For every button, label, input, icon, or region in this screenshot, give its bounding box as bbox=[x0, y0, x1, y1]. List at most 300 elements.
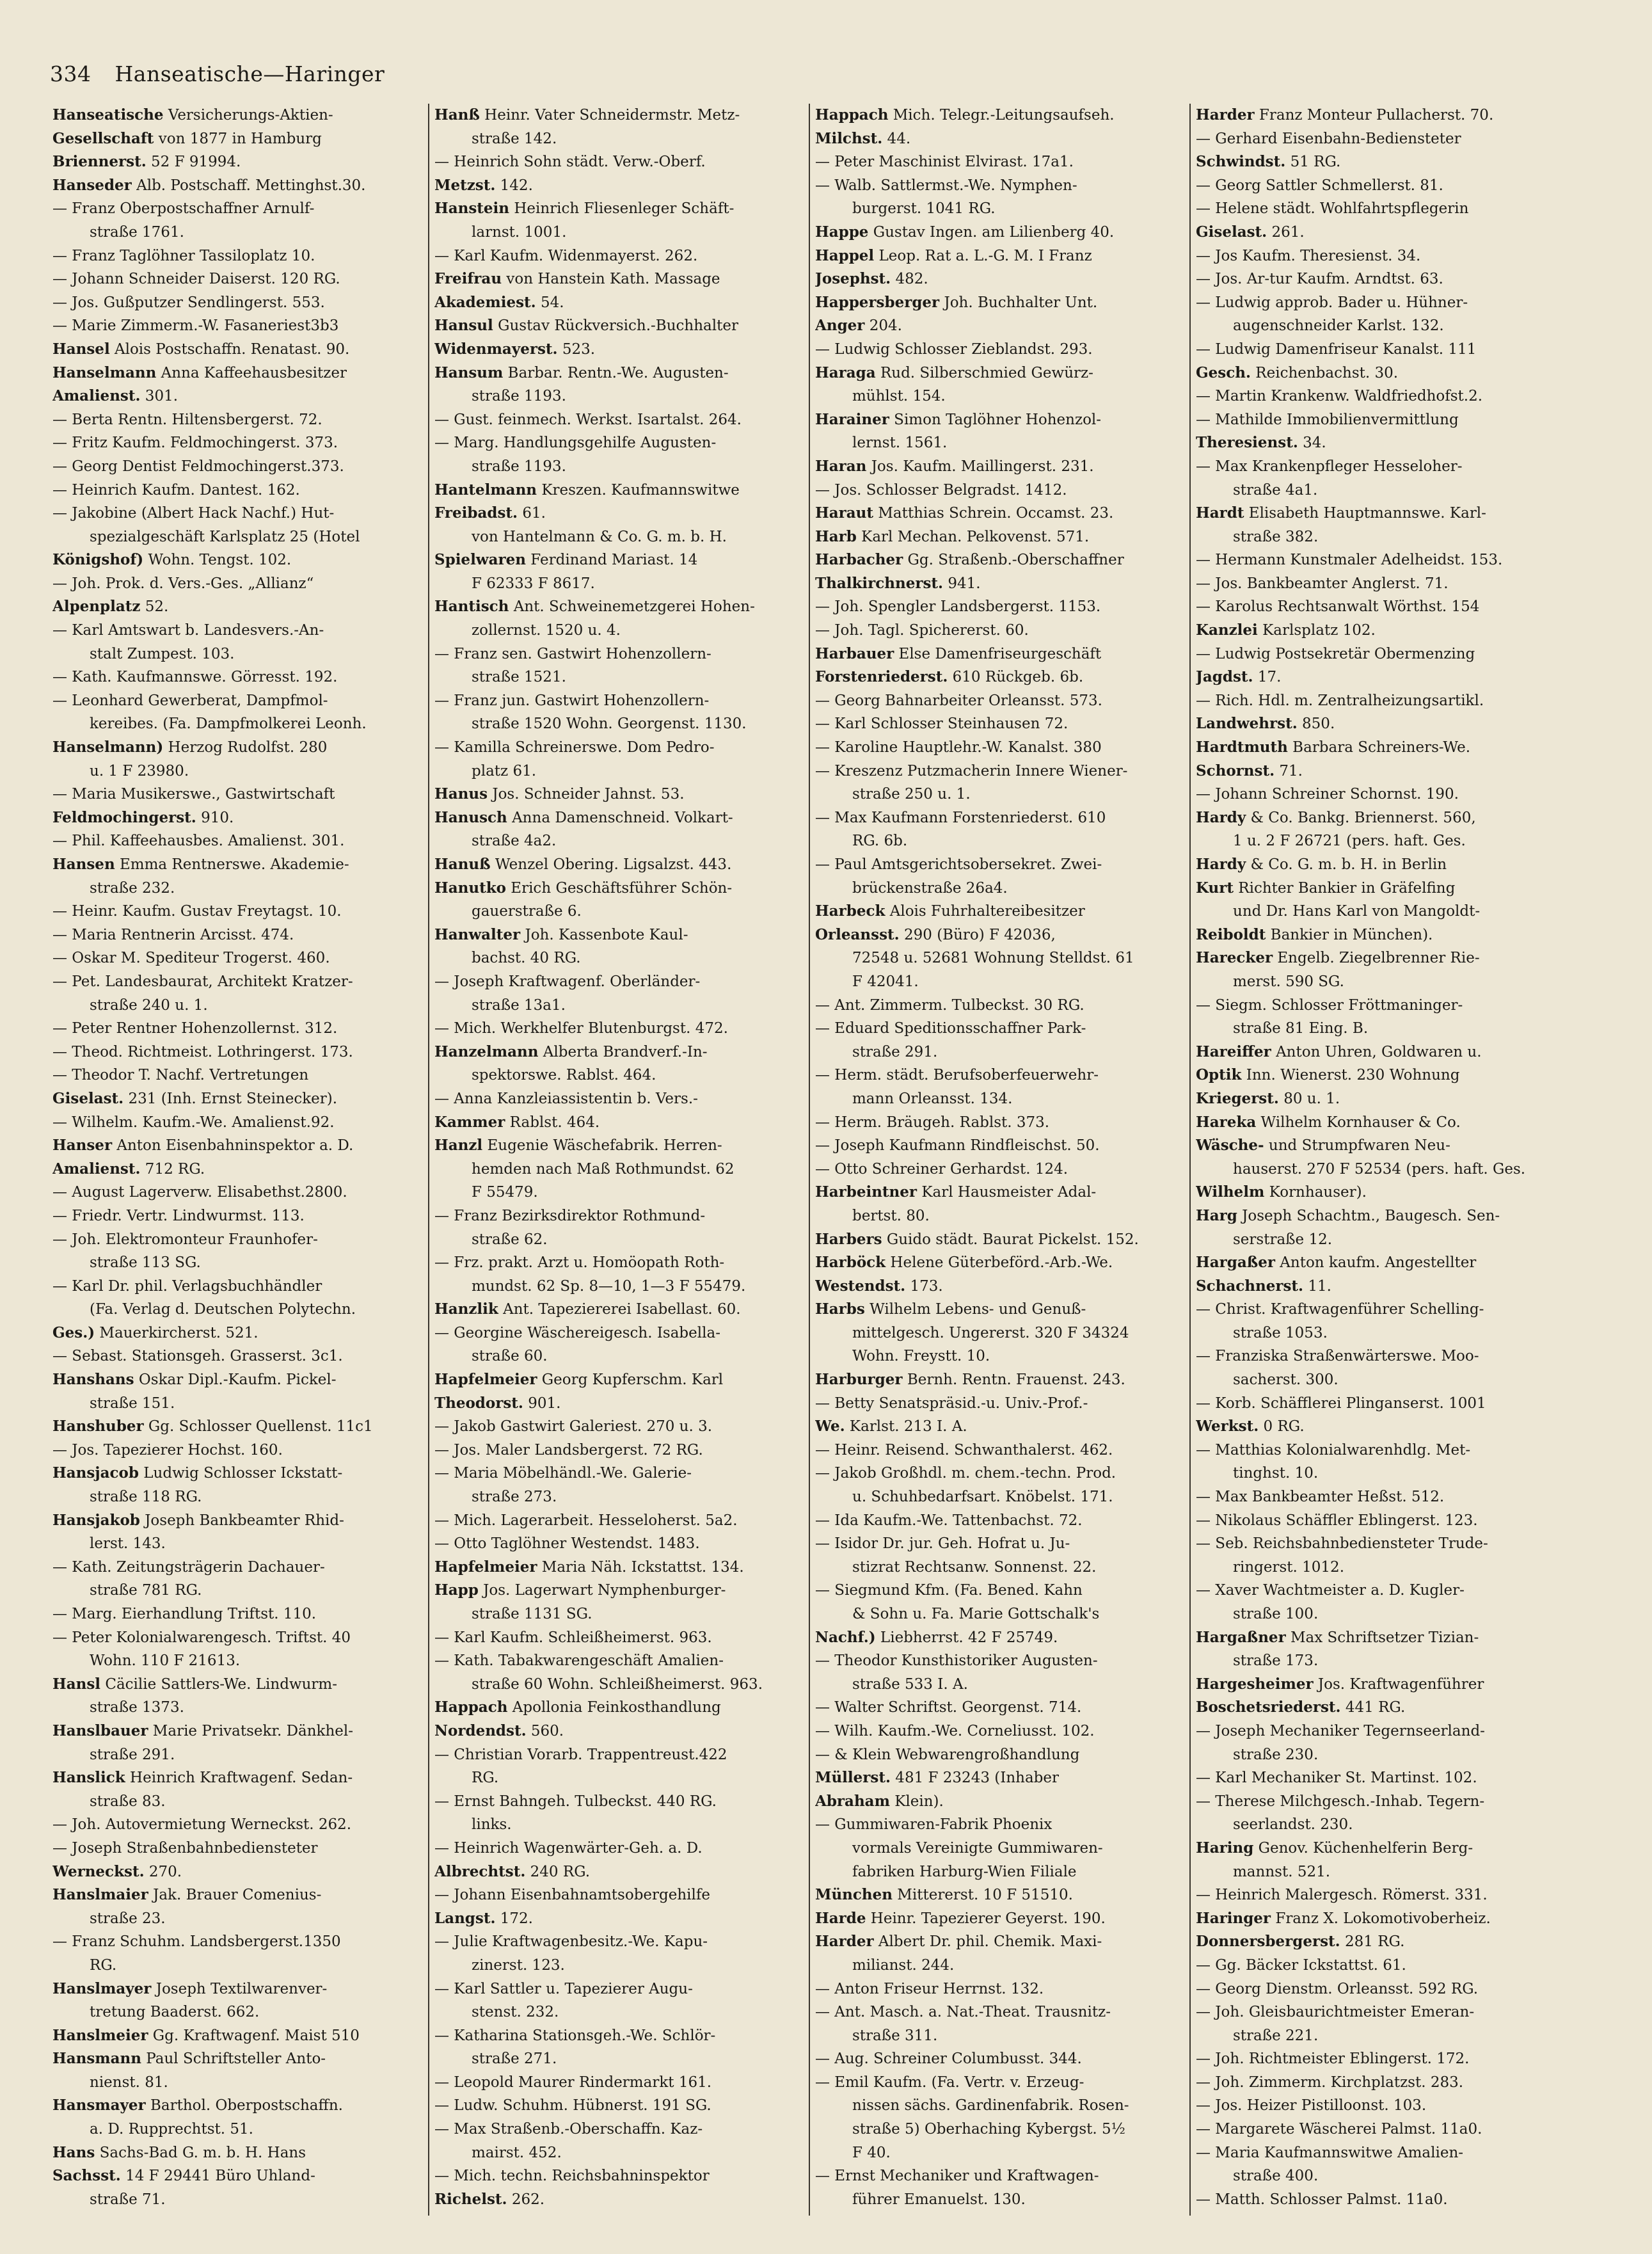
entry-text: Wohn. Freystt. 10. bbox=[852, 1348, 990, 1365]
entry-text: Giselast. 261. bbox=[1196, 223, 1305, 241]
directory-entry-line bbox=[1196, 2047, 1565, 2071]
entry-text: — Jakob Großhdl. m. chem.-techn. Prod. bbox=[815, 1465, 1116, 1482]
entry-text: RG. bbox=[472, 1770, 499, 1787]
directory-entry-line bbox=[1196, 1978, 1565, 2001]
entry-text: Harder Franz Monteur Pullacherst. 70. bbox=[1196, 106, 1494, 124]
directory-entry-line bbox=[52, 2024, 423, 2048]
directory-entry-line bbox=[434, 900, 804, 923]
directory-entry-line bbox=[815, 1907, 1184, 1931]
directory-entry-line bbox=[434, 1415, 804, 1439]
directory-entry-line bbox=[52, 1275, 423, 1299]
entry-text: straße 60. bbox=[472, 1348, 548, 1365]
directory-entry-line bbox=[815, 1883, 1184, 1907]
entry-text: — Gust. feinmech. Werkst. Isartalst. 264. bbox=[434, 411, 742, 428]
entry-text: Schachnerst. 11. bbox=[1196, 1277, 1331, 1295]
directory-entry-line bbox=[52, 268, 423, 291]
entry-text: — Otto Schreiner Gerhardst. 124. bbox=[815, 1160, 1068, 1178]
entry-text: — Heinr. Reisend. Schwanthalerst. 462. bbox=[815, 1441, 1113, 1459]
entry-text: hauserst. 270 F 52534 (pers. haft. Ges. bbox=[1233, 1160, 1526, 1178]
directory-entry-line bbox=[52, 619, 423, 643]
directory-entry-line bbox=[1196, 2188, 1565, 2212]
directory-entry-line bbox=[52, 2164, 423, 2188]
entry-text: nienst. 81. bbox=[90, 2074, 168, 2091]
entry-text: fabriken Harburg-Wien Filiale bbox=[852, 1863, 1077, 1880]
entry-text: straße 271. bbox=[472, 2050, 557, 2068]
directory-entry-line bbox=[1196, 1532, 1565, 1556]
directory-entry-line bbox=[52, 1860, 423, 1884]
directory-entry-line bbox=[434, 970, 804, 994]
directory-entry-line bbox=[52, 150, 423, 174]
entry-text: — Fritz Kaufm. Feldmochingerst. 373. bbox=[52, 435, 338, 452]
directory-entry-line bbox=[815, 1298, 1184, 1322]
directory-entry-line bbox=[1196, 1907, 1565, 1931]
entry-text: Ges.) Mauerkircherst. 521. bbox=[52, 1323, 258, 1341]
directory-entry-line bbox=[434, 1649, 804, 1673]
entry-text: Schornst. 71. bbox=[1196, 762, 1303, 779]
directory-entry-line bbox=[434, 1251, 804, 1275]
directory-entry-line bbox=[1196, 619, 1565, 643]
directory-entry-line bbox=[52, 408, 423, 432]
directory-entry-line bbox=[52, 1111, 423, 1135]
directory-entry-line bbox=[434, 408, 804, 432]
entry-text: — Maria Rentnerin Arcisst. 474. bbox=[52, 926, 294, 943]
entry-text: Anger 204. bbox=[815, 317, 902, 335]
directory-entry-line bbox=[52, 1837, 423, 1860]
entry-text: Hansmayer Barthol. Oberpostschaffn. bbox=[52, 2097, 343, 2114]
directory-entry-line bbox=[815, 1509, 1184, 1533]
directory-entry-line bbox=[1196, 853, 1565, 877]
directory-entry-line bbox=[434, 947, 804, 970]
directory-entry-line bbox=[52, 1954, 423, 1978]
directory-entry-line bbox=[434, 197, 804, 221]
entry-text: Hanwalter Joh. Kassenbote Kaul- bbox=[434, 925, 688, 943]
directory-entry-line bbox=[434, 385, 804, 408]
directory-entry-line bbox=[434, 1298, 804, 1322]
entry-text: straße 4a2. bbox=[472, 833, 557, 850]
directory-entry-line bbox=[434, 1087, 804, 1111]
entry-text: — Walb. Sattlermst.-We. Nymphen- bbox=[815, 177, 1077, 194]
directory-entry-line bbox=[434, 2118, 804, 2141]
directory-entry-line bbox=[815, 150, 1184, 174]
directory-entry-line bbox=[1196, 666, 1565, 689]
entry-text: Gesellschaft von 1877 in Hamburg bbox=[52, 129, 322, 147]
entry-text: — Maria Musikerswe., Gastwirtschaft bbox=[52, 786, 335, 803]
directory-entry-line bbox=[1196, 900, 1565, 923]
entry-text: straße 151. bbox=[90, 1395, 175, 1412]
entry-text: — Oskar M. Spediteur Trogerst. 460. bbox=[52, 950, 330, 967]
entry-text: u. 1 F 23980. bbox=[90, 762, 189, 779]
directory-entry-line bbox=[434, 2188, 804, 2212]
directory-entry-line bbox=[52, 1743, 423, 1767]
entry-text: RG. 6b. bbox=[852, 833, 908, 850]
entry-text: — Max Straßenb.-Oberschaffn. Kaz- bbox=[434, 2121, 703, 2138]
directory-entry-line bbox=[52, 2118, 423, 2141]
entry-text: Hanselmann Anna Kaffeehausbesitzer bbox=[52, 364, 347, 381]
entry-text: Harbauer Else Damenfriseurgeschäft bbox=[815, 644, 1102, 662]
directory-entry-line bbox=[52, 1251, 423, 1275]
entry-text: straße 118 RG. bbox=[90, 1489, 202, 1506]
entry-text: — Wilh. Kaufm.-We. Corneliusst. 102. bbox=[815, 1722, 1095, 1739]
entry-text: — Heinr. Kaufm. Gustav Freytagst. 10. bbox=[52, 903, 342, 920]
directory-entry-line bbox=[52, 712, 423, 736]
directory-entry-line bbox=[52, 362, 423, 385]
directory-entry-line bbox=[434, 1509, 804, 1533]
entry-text: Feldmochingerst. 910. bbox=[52, 808, 234, 826]
entry-text: — Joseph Straßenbahnbediensteter bbox=[52, 1839, 318, 1857]
entry-text: mann Orleansst. 134. bbox=[852, 1090, 1013, 1107]
directory-entry-line bbox=[52, 1462, 423, 1485]
entry-text: mittelgesch. Ungererst. 320 F 34324 bbox=[852, 1324, 1129, 1341]
directory-entry-line bbox=[434, 127, 804, 151]
entry-text: Giselast. 231 (Inh. Ernst Steinecker). bbox=[52, 1089, 338, 1107]
directory-entry-line bbox=[815, 1603, 1184, 1626]
entry-text: zollernst. 1520 u. 4. bbox=[472, 622, 621, 639]
entry-text: — Kreszenz Putzmacherin Innere Wiener- bbox=[815, 762, 1128, 779]
directory-entry-line bbox=[815, 197, 1184, 221]
directory-entry-line bbox=[1196, 502, 1565, 525]
directory-entry-line bbox=[434, 1883, 804, 1907]
directory-entry-line bbox=[434, 525, 804, 549]
directory-entry-line bbox=[1196, 947, 1565, 970]
entry-text: & Sohn u. Fa. Marie Gottschalk's bbox=[852, 1606, 1100, 1622]
directory-entry-line bbox=[1196, 923, 1565, 947]
directory-entry-line bbox=[1196, 2094, 1565, 2118]
directory-entry-line bbox=[815, 572, 1184, 596]
directory-entry-line bbox=[1196, 1883, 1565, 1907]
directory-entry-line bbox=[52, 1720, 423, 1743]
directory-entry-line bbox=[1196, 1556, 1565, 1579]
entry-text: — Theodor Kunsthistoriker Augusten- bbox=[815, 1652, 1098, 1670]
entry-text: — Rich. Hdl. m. Zentralheizungsartikl. bbox=[1196, 692, 1484, 709]
entry-text: mannst. 521. bbox=[1233, 1863, 1331, 1880]
directory-entry-line bbox=[434, 2071, 804, 2095]
directory-entry-line bbox=[1196, 1462, 1565, 1485]
entry-text: Hardt Elisabeth Hauptmannswe. Karl- bbox=[1196, 504, 1486, 522]
directory-entry-line bbox=[815, 174, 1184, 198]
entry-text: vormals Vereinigte Gummiwaren- bbox=[852, 1839, 1103, 1857]
entry-text: Haringer Franz X. Lokomotivoberheiz. bbox=[1196, 1909, 1491, 1927]
entry-text: — Berta Rentn. Hiltensbergerst. 72. bbox=[52, 411, 322, 428]
entry-text: Boschetsriederst. 441 RG. bbox=[1196, 1698, 1406, 1716]
entry-text: Hanus Jos. Schneider Jahnst. 53. bbox=[434, 785, 685, 803]
entry-text: Harbers Guido städt. Baurat Pickelst. 152. bbox=[815, 1230, 1139, 1248]
entry-text: Happersberger Joh. Buchhalter Unt. bbox=[815, 293, 1098, 311]
entry-text: — Ant. Zimmerm. Tulbeckst. 30 RG. bbox=[815, 996, 1084, 1014]
directory-entry-line bbox=[434, 1204, 804, 1228]
entry-text: 1 u. 2 F 26721 (pers. haft. Ges. bbox=[1233, 833, 1466, 850]
directory-entry-line bbox=[52, 197, 423, 221]
directory-entry-line bbox=[1196, 970, 1565, 994]
entry-text: Hanutko Erich Geschäftsführer Schön- bbox=[434, 879, 733, 897]
entry-text: straße 382. bbox=[1233, 528, 1319, 545]
directory-entry-line bbox=[434, 2047, 804, 2071]
directory-entry-line bbox=[815, 1696, 1184, 1720]
entry-text: Harbacher Gg. Straßenb.-Oberschaffner bbox=[815, 551, 1124, 569]
directory-entry-line bbox=[52, 1579, 423, 1603]
directory-entry-line bbox=[52, 244, 423, 268]
entry-text: — Mathilde Immobilienvermittlung bbox=[1196, 411, 1459, 428]
entry-text: Hanser Anton Eisenbahninspektor a. D. bbox=[52, 1137, 354, 1155]
directory-entry-line bbox=[52, 1204, 423, 1228]
directory-entry-line bbox=[434, 1696, 804, 1720]
entry-text: — Aug. Schreiner Columbusst. 344. bbox=[815, 2050, 1082, 2068]
directory-entry-line bbox=[434, 174, 804, 198]
entry-text: larnst. 1001. bbox=[472, 223, 567, 241]
entry-text: straße 400. bbox=[1233, 2168, 1319, 2185]
entry-text: — Frz. prakt. Arzt u. Homöopath Roth- bbox=[434, 1254, 725, 1272]
entry-text: — Betty Senatspräsid.-u. Univ.-Prof.- bbox=[815, 1395, 1088, 1412]
entry-text: Hardy & Co. Bankg. Briennerst. 560, bbox=[1196, 808, 1476, 826]
directory-entry-line bbox=[1196, 1626, 1565, 1650]
entry-text: kereibes. (Fa. Dampfmolkerei Leonh. bbox=[90, 715, 367, 733]
directory-entry-line bbox=[52, 525, 423, 549]
entry-text: Milchst. 44. bbox=[815, 129, 911, 147]
directory-entry-line bbox=[1196, 104, 1565, 127]
directory-entry-line bbox=[815, 2164, 1184, 2188]
directory-entry-line bbox=[1196, 1322, 1565, 1345]
entry-text: — Mich. Lagerarbeit. Hesseloherst. 5a2. bbox=[434, 1512, 738, 1529]
directory-entry-line bbox=[52, 1439, 423, 1462]
directory-entry-line bbox=[815, 1813, 1184, 1837]
entry-text: Wäsche- und Strumpfwaren Neu- bbox=[1196, 1137, 1450, 1155]
entry-text: seerlandst. 230. bbox=[1233, 1816, 1353, 1834]
directory-entry-line bbox=[434, 314, 804, 338]
entry-text: — Jos. Heizer Pistilloonst. 103. bbox=[1196, 2097, 1427, 2114]
directory-entry-line bbox=[434, 877, 804, 900]
entry-text: straße 142. bbox=[472, 130, 557, 147]
entry-text: spezialgeschäft Karlsplatz 25 (Hotel bbox=[90, 528, 360, 545]
entry-text: Abraham Klein). bbox=[815, 1792, 944, 1810]
entry-text: Josephst. 482. bbox=[815, 270, 928, 288]
directory-entry-line bbox=[434, 1111, 804, 1135]
directory-entry-line bbox=[52, 1649, 423, 1673]
directory-entry-line bbox=[52, 1978, 423, 2001]
entry-text: tinghst. 10. bbox=[1233, 1465, 1319, 1482]
directory-entry-line bbox=[434, 994, 804, 1018]
entry-text: — Johann Schreiner Schornst. 190. bbox=[1196, 786, 1459, 803]
entry-text: — Gg. Bäcker Ickstattst. 61. bbox=[1196, 1956, 1406, 1974]
entry-text: — Gummiwaren-Fabrik Phoenix bbox=[815, 1816, 1052, 1834]
directory-entry-line bbox=[434, 221, 804, 244]
directory-entry-line bbox=[434, 1368, 804, 1392]
directory-entry-line bbox=[1196, 1228, 1565, 1252]
directory-entry-line bbox=[434, 643, 804, 666]
directory-entry-line bbox=[52, 1766, 423, 1790]
directory-entry-line bbox=[815, 1556, 1184, 1579]
entry-text: burgerst. 1041 RG. bbox=[852, 200, 996, 218]
directory-entry-line bbox=[815, 408, 1184, 432]
entry-text: — Joh. Prok. d. Vers.-Ges. „Allianz“ bbox=[52, 575, 314, 592]
entry-text: — Kath. Zeitungsträgerin Dachauer- bbox=[52, 1558, 325, 1576]
entry-text: — Joh. Elektromonteur Fraunhofer- bbox=[52, 1231, 318, 1248]
entry-text: Happel Leop. Rat a. L.-G. M. I Franz bbox=[815, 246, 1092, 264]
directory-entry-line bbox=[52, 923, 423, 947]
entry-text: — Theodor T. Nachf. Vertretungen bbox=[52, 1067, 309, 1084]
entry-text: — Walter Schriftst. Georgenst. 714. bbox=[815, 1699, 1082, 1716]
directory-entry-line bbox=[815, 2047, 1184, 2071]
directory-entry-line bbox=[1196, 1087, 1565, 1111]
directory-entry-line bbox=[1196, 1860, 1565, 1884]
entry-text: Hansel Alois Postschaffn. Renatast. 90. bbox=[52, 340, 350, 358]
entry-text: Hanseder Alb. Postschaff. Mettinghst.30. bbox=[52, 176, 366, 194]
directory-entry-line bbox=[1196, 1064, 1565, 1087]
entry-text: — Johann Eisenbahnamtsobergehilfe bbox=[434, 1887, 711, 1904]
entry-text: — Marie Zimmerm.-W. Fasaneriest3b3 bbox=[52, 317, 339, 335]
entry-text: — Mich. Werkhelfer Blutenburgst. 472. bbox=[434, 1020, 728, 1037]
directory-entry-line bbox=[434, 268, 804, 291]
entry-text: — Matth. Schlosser Palmst. 11a0. bbox=[1196, 2191, 1448, 2208]
directory-entry-line bbox=[815, 1228, 1184, 1252]
directory-entry-line bbox=[1196, 174, 1565, 198]
entry-text: — Max Kaufmann Forstenriederst. 610 bbox=[815, 809, 1106, 826]
directory-entry-line bbox=[815, 1017, 1184, 1041]
entry-text: zinerst. 123. bbox=[472, 1956, 565, 1974]
directory-entry-line bbox=[1196, 314, 1565, 338]
directory-entry-line bbox=[434, 1837, 804, 1860]
entry-text: — Ant. Masch. a. Nat.-Theat. Trausnitz- bbox=[815, 2004, 1111, 2021]
entry-text: — Ludwig approb. Bader u. Hühner- bbox=[1196, 294, 1468, 311]
entry-text: — Georg Dienstm. Orleansst. 592 RG. bbox=[1196, 1980, 1479, 1997]
entry-text: Hapfelmeier Maria Näh. Ickstattst. 134. bbox=[434, 1558, 744, 1576]
directory-entry-line bbox=[1196, 548, 1565, 572]
directory-entry-line bbox=[52, 643, 423, 666]
directory-entry-line bbox=[815, 2094, 1184, 2118]
directory-entry-line bbox=[1196, 1275, 1565, 1299]
directory-entry-line bbox=[815, 877, 1184, 900]
entry-text: stizrat Rechtsanw. Sonnenst. 22. bbox=[852, 1558, 1097, 1576]
directory-entry-line bbox=[434, 1275, 804, 1299]
entry-text: Hansjakob Joseph Bankbeamter Rhid- bbox=[52, 1511, 344, 1529]
entry-text: Harbeintner Karl Hausmeister Adal- bbox=[815, 1183, 1097, 1201]
directory-entry-line bbox=[815, 1743, 1184, 1767]
directory-entry-line bbox=[815, 736, 1184, 760]
entry-text: straße 250 u. 1. bbox=[852, 786, 971, 803]
directory-entry-line bbox=[1196, 268, 1565, 291]
directory-entry-line bbox=[1196, 221, 1565, 244]
directory-entry-line bbox=[434, 2141, 804, 2165]
entry-text: brückenstraße 26a4. bbox=[852, 879, 1008, 897]
directory-entry-line bbox=[1196, 2071, 1565, 2095]
entry-text: — Kath. Tabakwarengeschäft Amalien- bbox=[434, 1652, 724, 1670]
directory-entry-line bbox=[815, 994, 1184, 1018]
directory-entry-line bbox=[52, 1415, 423, 1439]
directory-entry-line bbox=[815, 1392, 1184, 1416]
directory-entry-line bbox=[434, 1439, 804, 1462]
entry-text: straße 23. bbox=[90, 1910, 166, 1927]
directory-entry-line bbox=[434, 736, 804, 760]
directory-entry-line bbox=[434, 666, 804, 689]
entry-text: — Hermann Kunstmaler Adelheidst. 153. bbox=[1196, 552, 1503, 569]
directory-entry-line bbox=[434, 1322, 804, 1345]
entry-text: Harde Heinr. Tapezierer Geyerst. 190. bbox=[815, 1909, 1106, 1927]
directory-entry-line bbox=[434, 760, 804, 783]
entry-text: Schwindst. 51 RG. bbox=[1196, 153, 1341, 171]
entry-text: — Jos. Gußputzer Sendlingerst. 553. bbox=[52, 294, 325, 311]
directory-entry-line bbox=[52, 689, 423, 713]
directory-entry-line bbox=[815, 104, 1184, 127]
directory-entry-line bbox=[815, 1579, 1184, 1603]
directory-entry-line bbox=[52, 1158, 423, 1181]
entry-text: — Georgine Wäschereigesch. Isabella- bbox=[434, 1324, 720, 1341]
entry-text: — Therese Milchgesch.-Inhab. Tegern- bbox=[1196, 1793, 1485, 1810]
entry-text: — Kamilla Schreinerswe. Dom Pedro- bbox=[434, 739, 715, 756]
directory-entry-line bbox=[52, 2001, 423, 2024]
directory-entry-line bbox=[815, 712, 1184, 736]
directory-entry-line bbox=[1196, 806, 1565, 830]
entry-text: — Peter Kolonialwarengesch. Triftst. 40 bbox=[52, 1629, 351, 1646]
directory-entry-line bbox=[815, 221, 1184, 244]
directory-columns bbox=[47, 104, 1570, 2216]
entry-text: — Ludwig Postsekretär Obermenzing bbox=[1196, 645, 1475, 662]
directory-entry-line bbox=[52, 2071, 423, 2095]
directory-entry-line bbox=[434, 1134, 804, 1158]
directory-entry-line bbox=[52, 760, 423, 783]
entry-text: Optik Inn. Wienerst. 230 Wohnung bbox=[1196, 1066, 1460, 1084]
directory-entry-line bbox=[815, 783, 1184, 806]
entry-text: Hanslmaier Jak. Brauer Comenius- bbox=[52, 1886, 322, 1904]
directory-entry-line bbox=[1196, 643, 1565, 666]
entry-text: Hansum Barbar. Rentn.-We. Augusten- bbox=[434, 364, 729, 381]
entry-text: Hanzl Eugenie Wäschefabrik. Herren- bbox=[434, 1137, 722, 1155]
directory-entry-line bbox=[52, 314, 423, 338]
entry-text: — Karl Kaufm. Widenmayerst. 262. bbox=[434, 247, 698, 264]
directory-entry-line bbox=[52, 1322, 423, 1345]
entry-text: — Franz Taglöhner Tassiloplatz 10. bbox=[52, 247, 315, 264]
entry-text: — Peter Rentner Hohenzollernst. 312. bbox=[52, 1020, 338, 1037]
entry-text: — August Lagerverw. Elisabethst.2800. bbox=[52, 1184, 347, 1201]
entry-text: Forstenriederst. 610 Rückgeb. 6b. bbox=[815, 668, 1084, 686]
entry-text: — Karl Schlosser Steinhausen 72. bbox=[815, 715, 1068, 733]
entry-text: Orleansst. 290 (Büro) F 42036, bbox=[815, 925, 1056, 943]
directory-entry-line bbox=[815, 947, 1184, 970]
directory-entry-line bbox=[815, 1626, 1184, 1650]
directory-entry-line bbox=[815, 829, 1184, 853]
directory-entry-line bbox=[52, 1930, 423, 1954]
entry-text: milianst. 244. bbox=[852, 1956, 955, 1974]
entry-text: — & Klein Webwarengroßhandlung bbox=[815, 1746, 1080, 1763]
entry-text: mühlst. 154. bbox=[852, 388, 946, 405]
directory-entry-line bbox=[52, 1134, 423, 1158]
directory-entry-line bbox=[434, 1228, 804, 1252]
entry-text: Hargesheimer Jos. Kraftwagenführer bbox=[1196, 1675, 1484, 1693]
entry-text: gauerstraße 6. bbox=[472, 903, 582, 920]
entry-text: — Heinrich Malergesch. Römerst. 331. bbox=[1196, 1887, 1488, 1904]
directory-entry-line bbox=[1196, 1111, 1565, 1135]
entry-text: F 42041. bbox=[852, 973, 919, 990]
entry-text: — Siegm. Schlosser Fröttmaninger- bbox=[1196, 996, 1463, 1014]
directory-entry-line bbox=[1196, 385, 1565, 408]
directory-entry-line bbox=[52, 291, 423, 315]
directory-entry-line bbox=[434, 806, 804, 830]
entry-text: Donnersbergerst. 281 RG. bbox=[1196, 1933, 1405, 1951]
directory-entry-line bbox=[1196, 1743, 1565, 1767]
directory-entry-line bbox=[815, 853, 1184, 877]
entry-text: — Franz Oberpostschaffner Arnulf- bbox=[52, 200, 315, 218]
entry-text: — Matthias Kolonialwarenhdlg. Met- bbox=[1196, 1441, 1471, 1459]
directory-entry-line bbox=[815, 1720, 1184, 1743]
entry-text: — Joh. Gleisbaurichtmeister Emeran- bbox=[1196, 2004, 1475, 2021]
directory-entry-line bbox=[1196, 525, 1565, 549]
directory-entry-line bbox=[434, 1907, 804, 1931]
directory-entry-line bbox=[815, 2118, 1184, 2141]
directory-entry-line bbox=[1196, 1696, 1565, 1720]
directory-entry-line bbox=[434, 1181, 804, 1204]
directory-entry-line bbox=[52, 455, 423, 479]
column-3 bbox=[809, 104, 1189, 2216]
directory-entry-line bbox=[815, 1158, 1184, 1181]
directory-entry-line bbox=[1196, 431, 1565, 455]
directory-entry-line bbox=[1196, 1251, 1565, 1275]
